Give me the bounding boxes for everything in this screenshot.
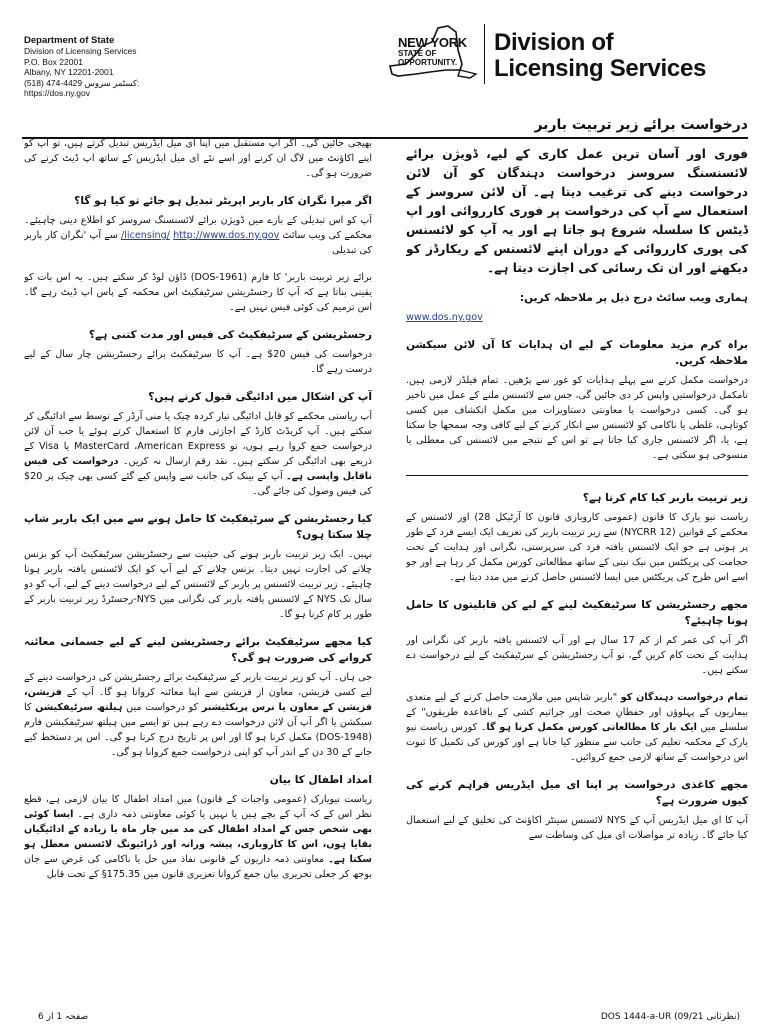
payment-nonrefundable: درخواست کی فیس ناقابل واپسی ہے۔ bbox=[24, 456, 372, 482]
left-column bbox=[24, 136, 372, 1014]
division-logo-title-line1: Division of bbox=[494, 29, 614, 56]
visit-website-heading: ہماری ویب سائٹ درج ذیل پر ملاحظہ کریں: bbox=[519, 292, 748, 304]
q-email-answer: آپ کا ای میل ایڈریس آپ کے NYS لائسنس سینٹر اکاؤنٹ کی تخلیق کے لیے استعمال کیا جائے گا۔ زیادہ تر مواصلات ای میل کی وساطت سے bbox=[406, 815, 748, 841]
q-what-trainee-does-heading: زیر تربیت باربر کیا کام کرتا ہے؟ bbox=[582, 492, 748, 504]
website-line[interactable]: https://dos.ny.gov bbox=[24, 88, 90, 99]
course-bold: ایک بار کا مطالعاتی کورس مکمل کرنا ہو گا bbox=[486, 722, 697, 733]
website-link[interactable]: www.dos.ny.gov bbox=[406, 312, 483, 323]
instructions-intro: درخواست مکمل کرنے سے پہلے ہدایات کو غور سے پڑھیں۔ تمام فیلڈز لازمی ہیں. نامکمل درخواستیں واپس کر دی جائیں گی، جس سے لائسنس ملنے کے عمل میں تاخیر ہو گی۔ کسی درخواست یا معاونتی دستاویزات میں مکمل انکشاف میں کسی کوتاہی، غلطی یا ناکامی کو لائسنس سے انکار کرنے کے لیے کافی وجہ سمجھا جا سکتا ہے، یا، اگر لائسنس جاری کیا جاتا ہے تو اس کے نتیجے میں لائسنس کی معطلی یا منسوخی ہو سکتی ہے۔ bbox=[406, 375, 748, 461]
physical-text-2: کو درخواست میں bbox=[126, 702, 199, 713]
q-shop-answer: نہیں۔ ایک زیر تربیت باربر ہونے کی حیثیت سے رجسٹریشن سرٹیفکیٹ آپ کو بزنس چلانے کی اجازت نہیں دیتا۔ بزنس چلانے کے لیے آپ کو ایک لائسنس یافتہ باربر ہونا چاہیئے۔ زیر تربیت لائسنس پر باربر کے لائسنس کے لیے درخواست دینے کے لیے، آپ کو دو سال تک NYS کے لائسنس یافتہ باربر کی نگرانی میں NYS-رجسٹرڈ زیر تربیت باربر کے طور پر کام کرنا ہو گا۔ bbox=[24, 549, 372, 620]
address-line-2: Albany, NY 12201-2001 bbox=[24, 67, 114, 78]
payment-tail: آپ کے بینک کی جانب سے واپس کیے گئے کسی بھی چیک پر 20$ کی فیس وصول کی جائے گی۔ bbox=[24, 471, 372, 497]
division-name: Division of Licensing Services bbox=[24, 46, 137, 57]
nys-logo bbox=[386, 24, 746, 96]
q-physical-answer bbox=[24, 670, 372, 760]
child-support-text: ریاست نیویارک (عمومی واجبات کے قانون) میں امداد اطفال کا بیان لازمی ہے، قطع نظر اس کے کہ آپ کے بچے ہیں یا نہیں یا کوئی معاونتی ذمہ داری ہے۔ bbox=[24, 794, 372, 820]
division-logo-title-line2: Licensing Services bbox=[494, 55, 707, 82]
nys-wordmark-line1: NEW YORK bbox=[398, 35, 467, 50]
physical-text-3: کا سیکشن یا اگر آپ آن لائن درخواست دے رہے ہیں تو ایسے میں ہیلتھ سرٹیفکیشن فارم (DOS-1948) مکمل کرنا ہو گا اور اس پر تاریخ درج کرنا ہو گی۔ اس پر دستخط کیے جانے کے 30 دن کے اندر آپ کو اپنی درخواست جمع کروانا ہو گی۔ bbox=[24, 702, 372, 758]
q-supervisor-form-note: برائے زیر تربیت باربر' کا فارم (DOS-1961) ڈاؤن لوڈ کر سکتے ہیں۔ یہ اس بات کو یقینی بناتا ہے کہ آپ کا رجسٹریشن سرٹیفکیٹ اس محکمہ کے پاس اپ ڈیٹ رہے گا۔ اس ترمیم کی کوئی فیس نہیں ہے۔ bbox=[24, 272, 372, 313]
form-title: درخواست برائے زیر تربیت باربر bbox=[534, 117, 748, 133]
q-child-support-heading: امداد اطفال کا بیان bbox=[269, 774, 372, 786]
physical-bold-2: ہیلتھ سرٹیفکیشن bbox=[35, 702, 123, 713]
q-shop-heading: کیا رجسٹریشن کے سرٹیفکیٹ کا حامل ہونے سے میں ایک باربر شاپ چلا سکتا ہوں؟ bbox=[24, 513, 372, 541]
q-fee-answer: درخواست کی فیس 20$ ہے۔ آپ کا سرٹیفکیٹ برائے رجسٹریشن چار سال کے لیے درست رہے گا۔ bbox=[24, 349, 372, 375]
q-qualifications-course bbox=[406, 690, 748, 765]
agency-address-block bbox=[24, 36, 364, 98]
section-divider bbox=[406, 475, 748, 476]
q-supervisor-change-answer bbox=[24, 213, 372, 258]
supervisor-text-1: آپ کو اس تبدیلی کے بارے میں ڈویژن برائے لائسنسنگ سروسز کو اطلاع دینی چاہیئے۔ محکمے کی ویب سائٹ bbox=[24, 215, 372, 241]
division-logo-title bbox=[494, 30, 706, 82]
dos-link[interactable]: http://www.dos.ny.gov bbox=[173, 230, 280, 241]
q-qualifications-heading: مجھے رجسٹریشن کا سرٹیفکیٹ لینے کے لیے کن قابلیتوں کا حامل ہونا چاہیئے؟ bbox=[406, 599, 748, 627]
q-physical-heading: کیا مجھے سرٹیفکیٹ برائے رجسٹریشن لینے کے لیے جسمانی معائنہ کروانے کی ضرورت ہو گی؟ bbox=[24, 636, 372, 664]
phone-line: (518) 474-4429 کسٹمر سروس: bbox=[24, 77, 140, 88]
online-encouragement: فوری اور آسان ترین عمل کاری کے لیے، ڈویژن برائے لائسنسنگ سروسز درخواست دہندگان کو آن لائن درخواست دینے کی ترغیب دیتا ہے۔ آن لائن سروسز کے استعمال سے آپ کی درخواست پر فوری کارروائی اور اپ ڈیٹس کا سلسلہ شروع ہو جاتا ہے اور یہ آپ کو لائسنس کی پوری کارروائی کے دوران اپنے لائسنس کے ریکارڈز کو دیکھنے اور ان تک رسائی کی اجازت دیتا ہے۔ bbox=[406, 147, 748, 275]
physical-bold-1: فزیشن، فزیشن کے معاون یا نرس پریکٹیشنر bbox=[24, 687, 372, 713]
nys-wordmark-line2: STATE OF bbox=[398, 49, 437, 58]
logo-divider bbox=[484, 24, 485, 84]
q-email-heading: مجھے کاغذی درخواست پر اپنا ای میل ایڈریس فراہم کرنے کی کیوں ضرورت ہے؟ bbox=[406, 779, 748, 807]
course-lead-bold: تمام درخواست دہندگان کو bbox=[620, 692, 748, 703]
child-support-tail: معاونتی ذمہ داریوں کے قانونی نفاذ میں حل یا ناکامی کی غرض سے جان بوجھ کر جعلی تحریری بیان جمع کروانا تعزیری قانون میں 175.35§ کے تحت قابل bbox=[24, 854, 372, 880]
nys-wordmark-line3: OPPORTUNITY. bbox=[398, 58, 458, 67]
course-text-1: "باربر شاپس میں ملازمت حاصل کرنے کے لیے متعدی بیماریوں کے پہلوؤں اور حفظانِ صحت اور جراثیم کشی کے باقاعدہ طریقوں" کے سلسلے میں bbox=[406, 692, 748, 733]
child-support-bold: ایسا کوئی بھی شخص جس کے امداد اطفال کی مد میں چار ماہ یا زیادہ کے ادائیگیاں بقایا ہوں، اس کا کاروباری، پیشہ ورانہ اور ڈرائیونگ لائسنس معطل ہو سکتا ہے۔ bbox=[24, 809, 372, 865]
nys-wordmark bbox=[398, 36, 467, 67]
online-section-heading: براہ کرم مزید معلومات کے لیے ان ہدایات کا آن لائن سیکشن ملاحظہ کریں. bbox=[406, 339, 748, 367]
q-fee-heading: رجسٹریشن کے سرٹیفکیٹ کی فیس اور مدت کتنی ہے؟ bbox=[88, 329, 372, 341]
physical-text-1: جی ہاں۔ آپ کو زیر تربیت باربر کے سرٹیفکیٹ برائے رجسٹریشن کی درخواست دینے کے لیے کسی فزیشن، معاون از فزیشن سے اپنا معائنہ کروانا ہو گا۔ آپ کے bbox=[24, 672, 372, 698]
payment-text: آپ ریاستی محکمے کو قابل ادائیگی تیار کردہ چیک یا منی آرڈر کے توسط سے ادائیگی کر سکتے ہیں۔ آپ کریڈٹ کارڈ کے اجازتی فارم کا استعمال کرتے ہوئے یا جب آن لائن درخواست جمع کروا رہے ہوں، تو MasterCard ،American Express یا Visa کے ذریعے بھی ادائیگی کر سکتے ہیں۔ نقد رقم ارسال نہ کریں۔ bbox=[24, 411, 372, 467]
email-continued: بھیجی جائیں گی۔ اگر آپ مستقبل میں اپنا ای میل ایڈریس تبدیل کرتے ہیں، تو آپ کو اپنے اکاؤنٹ میں لاگ ان کرنے اور اسے نئے ای میل ایڈریس کے ساتھ اپ ڈیٹ کرنے کی ضرورت ہو گی۔ bbox=[24, 138, 372, 179]
form-id: DOS 1444-a-UR (نظرثانی 09/21) bbox=[600, 1012, 740, 1022]
page-number: صفحہ 1 از 6 bbox=[38, 1012, 89, 1022]
department-name: Department of State bbox=[24, 35, 115, 46]
address-line-1: P.O. Box 22001 bbox=[24, 56, 83, 67]
q-what-trainee-does-answer: ریاست نیو یارک کا قانون (عمومی کاروباری قانون کا آرٹیکل 28) اور لائسنس کے محکمے کے قوانین (NYCRR 12) سے زیر تربیت باربر کی تعریف ایک ایسے فرد کے طور پر ہوتی ہے جو ایک لائسنس یافتہ فرد کی سرپرستی، نگرانی اور ہدایت کے تحت حجامت کی پریکٹس میں نیک نیتی کے ساتھ مطالعاتی کورس مکمل کر رہا ہے اور جو اسے اس طرح کی پریکٹس میں ایسا لائسنس حاصل کرنے میں مدد دیتا ہے۔ bbox=[406, 512, 748, 583]
q-supervisor-change-heading: اگر میرا نگران کار باربر اپریٹر تبدیل ہو جائے تو کیا ہو گا؟ bbox=[74, 195, 372, 207]
course-text-2: ۔ کورس ریاست نیو یارک کے محکمہ تعلیم کی جانب سے منظور کیا جانا ہے اور کورس کی تکمیل کا ثبوت اس درخواست کے ساتھ لازمی جمع کروائیں۔ bbox=[406, 722, 748, 763]
licensing-link[interactable]: /licensing/ bbox=[121, 230, 170, 241]
supervisor-text-2: سے آپ 'نگران کار باربر کی تبدیلی bbox=[24, 230, 372, 256]
right-column bbox=[406, 145, 748, 1025]
q-payment-heading: آپ کن اشکال میں ادائیگی قبول کرتے ہیں؟ bbox=[148, 391, 372, 403]
q-qualifications-answer: اگر آپ کی عمر کم از کم 17 سال ہے اور آپ لائسنس یافتہ باربر کی نگرانی اور ہدایت کے تحت کام کریں گے، تو آپ رجسٹریشن کے سرٹیفکیٹ کے لیے درخواست دے سکتے ہیں۔ bbox=[406, 635, 748, 676]
q-child-support-answer bbox=[24, 792, 372, 882]
q-payment-answer bbox=[24, 409, 372, 499]
